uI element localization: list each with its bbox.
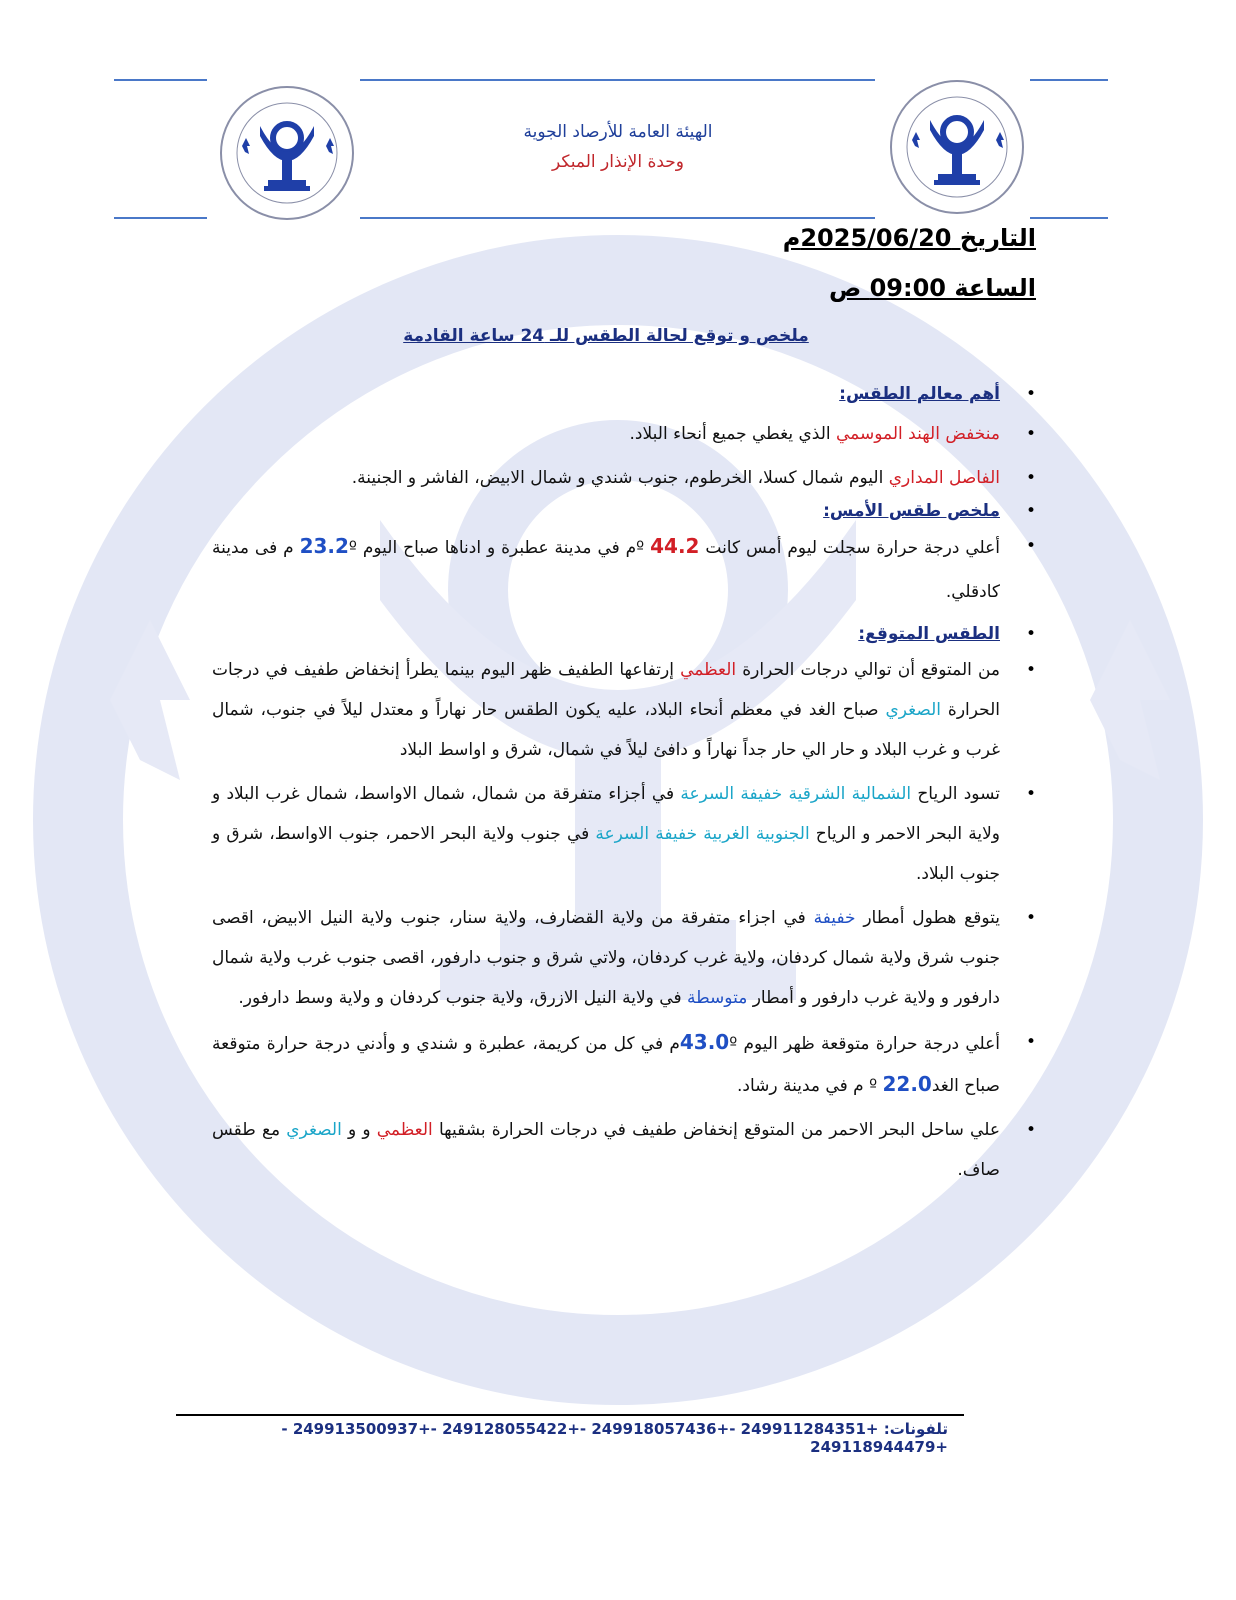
header-rule — [360, 79, 875, 81]
header-rule — [114, 79, 207, 81]
header-rule — [1030, 79, 1108, 81]
section-heading — [212, 618, 1000, 650]
report-time: الساعة 09:00 ص — [828, 274, 1036, 302]
forecast-max-temp: 43.0 — [679, 1030, 730, 1054]
bullet-item: • أعلي درجة حرارة متوقعة ظهر اليوم 43.0ºم في كل من كريمة، عطبرة و شندي و وأدني درجة حرارة متوقعة صباح الغد22.0 º م في مدينة رشاد. — [212, 1022, 1000, 1106]
report-body — [212, 374, 1000, 1190]
header-rule — [1030, 217, 1108, 219]
bullet-item: • أعلي درجة حرارة سجلت ليوم أمس كانت 44.2 ºم في مدينة عطبرة و ادناها صباح اليوم 23.2º م فى مدينة كادقلي. — [212, 524, 1000, 614]
bullet-item: • تسود الرياح الشمالية الشرقية خفيفة السرعة في أجزاء متفرقة من شمال، شمال الاواسط، شمال غرب البلاد و ولاية البحر الاحمر و الرياح الجنوبية الغربية خفيفة السرعة في جنوب ولاية البحر الاحمر، جنوب الاواسط، شرق و جنوب البلاد. — [212, 774, 1000, 894]
summary-heading: ملخص طقس الأمس: — [823, 501, 1000, 521]
forecast-min-temp: 22.0 — [882, 1072, 932, 1096]
expected-heading: الطقس المتوقع: — [858, 624, 1000, 644]
report-title: ملخص و توقع لحالة الطقس للـ 24 ساعة القادمة — [403, 326, 809, 346]
unit-name: وحدة الإنذار المبكر — [552, 152, 684, 172]
report-date: التاريخ 2025/06/20م — [782, 224, 1036, 252]
today-min-temp: 23.2 — [299, 534, 349, 558]
org-logo-right — [886, 76, 1028, 218]
bullet-item: • يتوقع هطول أمطار خفيفة في اجزاء متفرقة من ولاية القضارف، ولاية سنار، جنوب ولاية النيل الابيض، اقصى جنوب شرق ولاية شمال كردفان، ولاية غرب كردفان، ولاتي شرق و جنوب دارفور، اقصى جنوب غرب ولاية شمال دارفور و ولاية غرب دارفور و أمطار متوسطة في ولاية النيل الازرق، ولاية جنوب كردفان و ولاية وسط دارفور. — [212, 898, 1000, 1018]
bullet-item: • منخفض الهند الموسمي الذي يغطي جميع أنحاء البلاد. — [212, 414, 1000, 454]
footer-phones: تلفونات: +249911284351 -+249918057436 -+249128055422 -+249913500937 -+249118944479 — [281, 1420, 948, 1456]
org-name: الهيئة العامة للأرصاد الجوية — [523, 122, 713, 142]
header-rule — [114, 217, 207, 219]
bullet-item: • علي ساحل البحر الاحمر من المتوقع إنخفاض طفيف في درجات الحرارة بشقيها العظمي و و الصغري مع طقس صاف. — [212, 1110, 1000, 1190]
section-heading — [212, 374, 1000, 414]
header-rule — [360, 217, 875, 219]
section-heading — [212, 498, 1000, 524]
bullet-item: • من المتوقع أن توالي درجات الحرارة العظمي إرتفاعها الطفيف ظهر اليوم بينما يطرأ إنخفاض طفيف في درجات الحرارة الصغري صباح الغد في معظم أنحاء البلاد، عليه يكون الطقس حار نهاراً و معتدل ليلاً في جنوب، شمال غرب و غرب البلاد و حار الي حار جداً نهاراً و دافئ ليلاً في شمال، شرق و اواسط البلاد — [212, 650, 1000, 770]
footer-rule — [176, 1414, 964, 1416]
features-heading: أهم معالم الطقس: — [839, 384, 1000, 404]
yesterday-max-temp: 44.2 — [650, 534, 700, 558]
bullet-item: • الفاصل المداري اليوم شمال كسلا، الخرطوم، جنوب شندي و شمال الابيض، الفاشر و الجنينة. — [212, 458, 1000, 498]
org-logo-left — [216, 82, 358, 224]
